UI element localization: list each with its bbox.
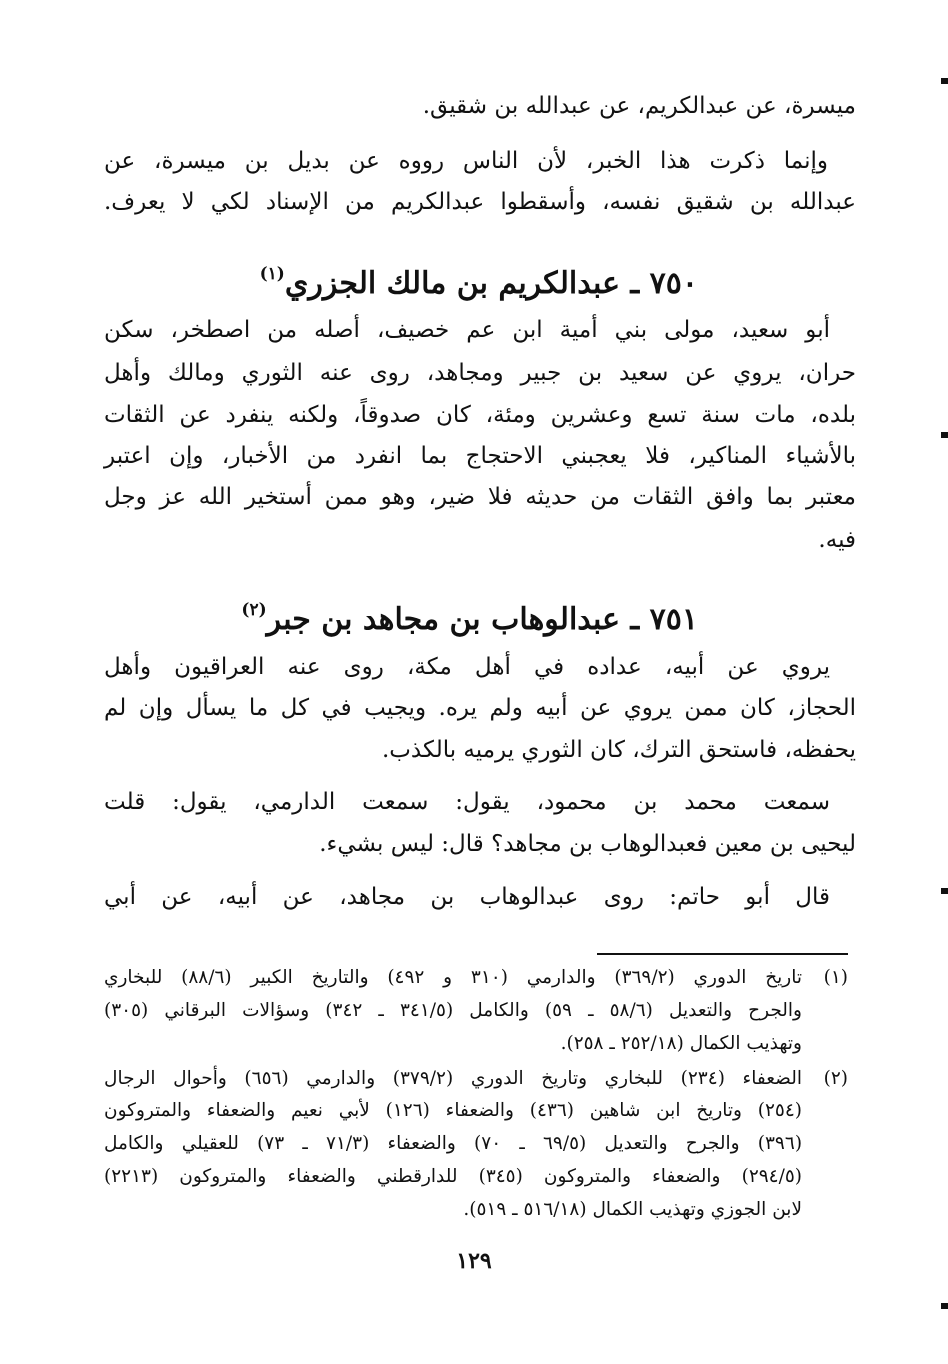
entry-751-para2-line-1: سمعت محمد بن محمود، يقول: سمعت الدارمي، يقول: قلت (104, 789, 830, 815)
entry-751-title: ٧٥١ ـ عبدالوهاب بن مجاهد بن جبر (266, 602, 698, 637)
scan-margin-mark (941, 888, 948, 894)
footnote-separator (597, 953, 848, 955)
intro-line-3: عبدالله بن شقيق نفسه، وأسقطوا عبدالكريم من الإسناد لكي لا يعرف. (104, 189, 856, 215)
footnote-1-number: (١) (823, 967, 848, 988)
footnote-1-line-1: تاريخ الدوري (٣٦٩/٢) والدارمي (٣١٠ و ٤٩٢) والتاريخ الكبير (٨٨/٦) للبخاري (104, 967, 802, 988)
intro-line-2: وإنما ذكرت هذا الخبر، لأن الناس رووه عن بديل بن ميسرة، عن (104, 148, 828, 174)
footnote-2-line-4: (٢٩٤/٥) والضعفاء والمتروكون (٣٤٥) للدارقطني والضعفاء والمتروكون (٢٢١٣) (104, 1166, 803, 1187)
footnote-2-number: (٢) (823, 1068, 848, 1089)
entry-751-para2-line-2: ليحيى بن معين فعبدالوهاب بن مجاهد؟ قال: ليس بشيء. (319, 831, 856, 857)
footnote-ref-1: (١) (259, 264, 285, 284)
intro-line-1: ميسرة، عن عبدالكريم، عن عبدالله بن شقيق. (422, 93, 856, 119)
footnote-1-line-3: وتهذيب الكمال (٢٥٢/١٨ ـ ٢٥٨). (560, 1033, 802, 1054)
footnote-2-line-3: (٣٩٦) والجرح والتعديل (٦٩/٥ ـ ٧٠) والضعفاء (٧١/٣ ـ ٧٣) للعقيلي والكامل (104, 1133, 803, 1154)
scan-margin-mark (941, 432, 948, 438)
entry-750-line-6: فيه. (818, 527, 856, 553)
footnote-2-line-5: لابن الجوزي وتهذيب الكمال (٥١٦/١٨ ـ ٥١٩). (463, 1199, 802, 1220)
entry-750-title: ٧٥٠ ـ عبدالكريم بن مالك الجزري (284, 266, 698, 301)
footnote-2-line-2: (٢٥٤) وتاريخ ابن شاهين (٤٣٦) والضعفاء (١٢٦) لأبي نعيم والضعفاء والمتروكون (104, 1100, 802, 1121)
entry-750-line-2: حران، يروي عن سعيد بن جبير ومجاهد، روى عنه الثوري ومالك وأهل (104, 360, 856, 386)
scan-margin-mark (941, 1303, 948, 1309)
footnote-ref-2: (٢) (241, 600, 267, 620)
entry-751-heading (241, 590, 698, 640)
entry-750-line-3: بلده، مات سنة تسع وعشرين ومئة، كان صدوقاً، ولكنه ينفرد عن الثقات (104, 402, 856, 428)
entry-750-line-1: أبو سعيد، مولى بني أمية ابن عم خصيف، أصله من اصطخر، سكن (104, 317, 830, 343)
entry-751-para1-line-3: يحفظه، فاستحق الترك، كان الثوري يرميه بالكذب. (381, 737, 856, 763)
entry-751-para3-line-1: قال أبو حاتم: روى عبدالوهاب بن مجاهد، عن أبيه، عن أبي (104, 884, 830, 910)
footnote-1-line-2: والجرح والتعديل (٥٨/٦ ـ ٥٩) والكامل (٣٤١/٥ ـ ٣٤٢) وسؤالات البرقاني (٣٠٥) (104, 1000, 802, 1021)
page-number: ١٢٩ (456, 1248, 492, 1274)
entry-750-heading (260, 254, 698, 304)
entry-751-para1-line-1: يروي عن أبيه، عداده في أهل مكة، روى عنه العراقيون وأهل (104, 654, 830, 680)
footnote-2-line-1: الضعفاء (٢٣٤) للبخاري وتاريخ الدوري (٣٧٩/٢) والدارمي (٦٥٦) وأحوال الرجال (104, 1068, 802, 1089)
scan-margin-mark (941, 78, 948, 84)
entry-751-para1-line-2: الحجاز، كان ممن يروي عن أبيه ولم يره. ويجيب في كل ما يسأل وإن لم (104, 695, 856, 721)
entry-750-line-4: بالأشياء المناكير، فلا يعجبني الاحتجاج بما انفرد من الأخبار، وإن اعتبر (104, 443, 856, 469)
entry-750-line-5: معتبر بما وافق الثقات من حديثه فلا ضير، وهو ممن أستخير الله عز وجل (104, 484, 856, 510)
